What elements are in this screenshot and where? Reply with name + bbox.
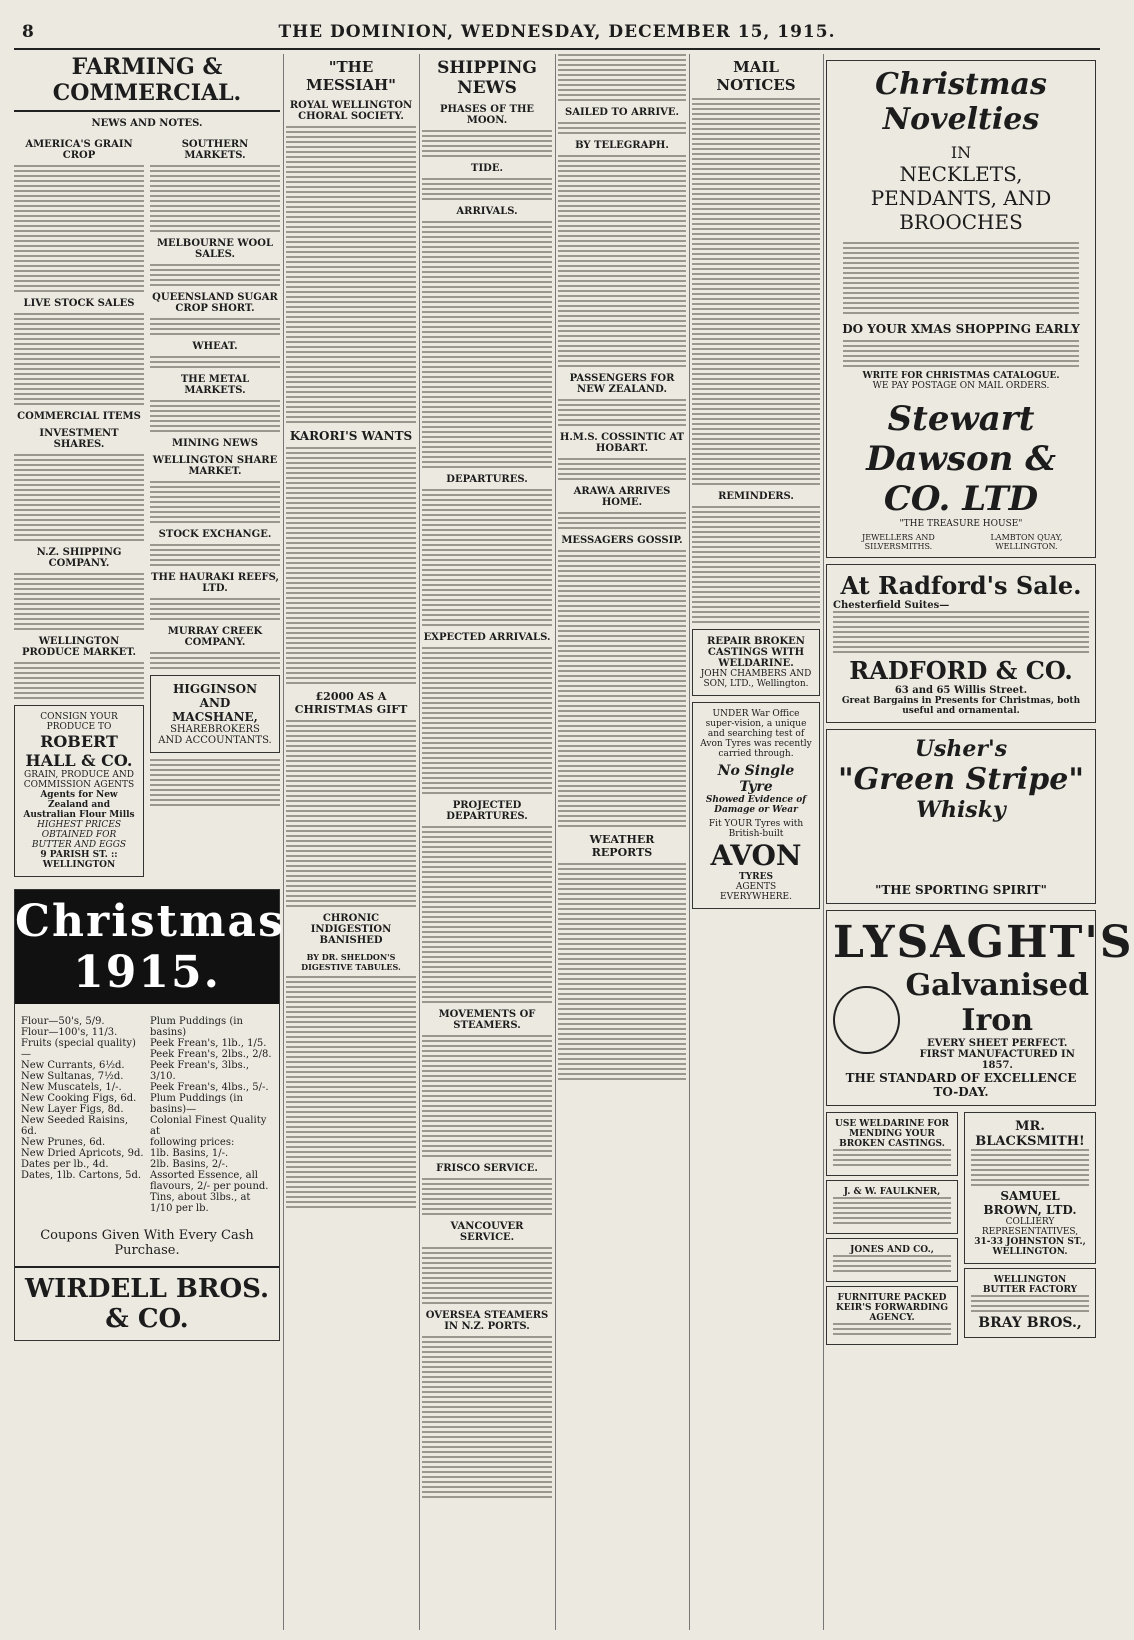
body-text	[558, 399, 686, 426]
body-text	[150, 481, 280, 523]
sailed-heading: SAILED TO ARRIVE.	[564, 107, 680, 118]
body-text	[558, 155, 686, 367]
body-text	[558, 458, 686, 480]
wheat-heading: WHEAT.	[192, 341, 238, 352]
body-text	[14, 313, 144, 405]
price-item: Tins, about 3lbs., at	[150, 1192, 251, 1203]
hmas-heading: H.M.S. COSSINTIC AT HOBART.	[559, 432, 685, 454]
price-item: Colonial Finest Quality at	[150, 1115, 267, 1137]
column-ads	[826, 54, 1134, 1630]
arawa-heading: ARAWA ARRIVES HOME.	[573, 486, 671, 508]
wool-heading: MELBOURNE WOOL SALES.	[156, 238, 274, 260]
price-item: Assorted Essence, all	[150, 1170, 258, 1181]
price-item: Fruits (special quality)—	[21, 1038, 136, 1060]
chronic-heading: CHRONIC INDIGESTION BANISHED	[310, 913, 392, 946]
price-item: Flour—50's, 5/9.	[21, 1016, 105, 1027]
body-text	[558, 54, 686, 101]
wirdell-footer: WIRDELL BROS. & CO.	[15, 1266, 279, 1340]
price-item: Plum Puddings (in basins)	[150, 1016, 243, 1038]
projected-heading: PROJECTED DEPARTURES.	[446, 800, 528, 822]
masthead-title: THE DOMINION, WEDNESDAY, DECEMBER 15, 1915.	[278, 22, 836, 42]
christmas-novelties-ad: Christmas Novelties IN NECKLETS, PENDANTS, AND BROOCHES DO YOUR XMAS SHOPPING EARLY WRITE FOR CHRISTMAS CATALOGUE. WE PAY POSTAGE ON MAIL ORDERS. Stewart Dawson & CO. LTD "THE TREASURE HOUSE" JEWELLERS AND SILVERSMITHS. LAMBTON QUAY, WELLINGTON.	[826, 60, 1096, 558]
blacksmith-ad: MR. BLACKSMITH! SAMUEL BROWN, LTD. COLLIERY REPRESENTATIVES, 31-33 JOHNSTON ST., WELLINGTON.	[964, 1112, 1096, 1264]
metal-heading: THE METAL MARKETS.	[180, 374, 250, 396]
vancouver-heading: VANCOUVER SERVICE.	[450, 1221, 524, 1243]
body-text	[150, 652, 280, 669]
body-text	[286, 720, 416, 907]
column-divider	[689, 54, 690, 1630]
farming-heading: FARMING & COMMERCIAL.	[14, 54, 280, 112]
price-item: Peek Frean's, 3lbs., 3/10.	[150, 1060, 250, 1082]
sugar-heading: QUEENSLAND SUGAR CROP SHORT.	[152, 292, 278, 314]
body-text	[150, 598, 280, 620]
price-item: following prices:	[150, 1137, 235, 1148]
body-text	[833, 611, 1089, 653]
departures-heading: DEPARTURES.	[446, 474, 528, 485]
price-item: Dates per lb., 4d.	[21, 1159, 109, 1170]
body-text	[150, 759, 280, 806]
price-item: 1lb. Basins, 1/-.	[150, 1148, 229, 1159]
karori-heading: KARORI'S WANTS	[289, 429, 413, 443]
repair-castings-ad: REPAIR BROKEN CASTINGS WITH WELDARINE. JOHN CHAMBERS AND SON, LTD., Wellington.	[692, 629, 820, 696]
furniture-ad: FURNITURE PACKED KEIR'S FORWARDING AGENCY.	[826, 1286, 958, 1345]
masthead-rule	[14, 48, 1100, 50]
messages-heading: MESSAGERS GOSSIP.	[561, 535, 683, 546]
frisco-heading: FRISCO SERVICE.	[436, 1163, 538, 1174]
body-text	[692, 98, 820, 485]
body-text	[692, 506, 820, 623]
body-text	[150, 165, 280, 232]
price-item: Plum Puddings (in basins)—	[150, 1093, 243, 1115]
hauraki-heading: THE HAURAKI REEFS, LTD.	[151, 572, 279, 594]
reminders-heading: REMINDERS.	[718, 491, 794, 502]
body-text	[558, 512, 686, 529]
weldarine-ad: USE WELDARINE FOR MENDING YOUR BROKEN CASTINGS.	[826, 1112, 958, 1176]
wirdell-christmas-ad	[14, 889, 285, 1341]
column-farming	[14, 54, 285, 1630]
body-text	[422, 1178, 552, 1215]
body-text	[286, 976, 416, 1208]
body-text	[150, 544, 280, 566]
column-shipping	[422, 54, 552, 1630]
body-text	[150, 356, 280, 368]
body-text	[14, 454, 144, 541]
whisky-bottle-icon	[833, 823, 1089, 883]
column-divider	[555, 54, 556, 1630]
expected-heading: EXPECTED ARRIVALS.	[423, 632, 551, 643]
price-item: Peek Frean's, 4lbs., 5/-.	[150, 1082, 269, 1093]
movements-heading: MOVEMENTS OF STEAMERS.	[438, 1009, 536, 1031]
price-item: New Currants, 6½d.	[21, 1060, 125, 1071]
body-text	[150, 264, 280, 286]
column-divider	[823, 54, 824, 1630]
coupons-line: Coupons Given With Every Cash Purchase.	[40, 1228, 254, 1258]
avon-tyres-ad: UNDER War Office super-vision, a unique and searching test of Avon Tyres was recently carried through. No Single Tyre Showed Evidence of Damage or Wear Fit YOUR Tyres with British-built AVON TYRES AGENTS EVERYWHERE.	[692, 702, 820, 909]
arrivals-heading: ARRIVALS.	[456, 206, 518, 217]
body-text	[14, 165, 144, 292]
column-messiah	[286, 54, 416, 1630]
jones-ad: JONES AND CO.,	[826, 1238, 958, 1282]
price-item: 2lb. Basins, 2/-.	[150, 1159, 229, 1170]
trade-mark-crown-icon	[833, 986, 900, 1054]
page-number: 8	[22, 22, 34, 42]
radford-sale-ad: At Radford's Sale. Chesterfield Suites— RADFORD & CO. 63 and 65 Willis Street. Great Bargains in Presents for Christmas, both useful and ornamental.	[826, 564, 1096, 723]
body-text	[558, 863, 686, 1080]
price-item: flavours, 2/- per pound.	[150, 1181, 269, 1192]
price-item: New Layer Figs, 8d.	[21, 1104, 124, 1115]
price-list	[15, 1010, 279, 1220]
price-item: 1/10 per lb.	[150, 1203, 209, 1214]
body-text	[286, 126, 416, 423]
murray-heading: MURRAY CREEK COMPANY.	[167, 626, 263, 648]
livestock-heading: LIVE STOCK SALES	[23, 298, 135, 309]
body-text	[14, 662, 144, 699]
america-heading: AMERICA'S GRAIN CROP	[25, 139, 133, 161]
body-text	[843, 340, 1079, 367]
price-item: Dates, 1lb. Cartons, 5d.	[21, 1170, 142, 1181]
price-item: New Cooking Figs, 6d.	[21, 1093, 137, 1104]
body-text	[422, 1336, 552, 1498]
tide-heading: TIDE.	[471, 163, 503, 174]
faulkner-ad: J. & W. FAULKNER,	[826, 1180, 958, 1234]
news-notes-heading: NEWS AND NOTES.	[91, 118, 203, 129]
investment-heading: INVESTMENT SHARES.	[39, 428, 119, 450]
body-text	[286, 447, 416, 684]
gift-heading: £2000 AS A CHRISTMAS GIFT	[294, 690, 408, 716]
stock-heading: STOCK EXCHANGE.	[158, 529, 272, 540]
passengers-heading: PASSENGERS FOR NEW ZEALAND.	[569, 373, 675, 395]
price-item: New Dried Apricots, 9d.	[21, 1148, 144, 1159]
body-text	[558, 550, 686, 827]
lysaght-ad: LYSAGHT'S Galvanised Iron EVERY SHEET PERFECT. FIRST MANUFACTURED IN 1857. THE STANDARD OF EXCELLENCE TO-DAY.	[826, 910, 1096, 1106]
chronic-sub: BY DR. SHELDON'S DIGESTIVE TABULES.	[301, 952, 401, 972]
telegraph-heading: BY TELEGRAPH.	[575, 140, 669, 151]
column-shipping-continued	[558, 54, 686, 1630]
robert-hall-ad: CONSIGN YOUR PRODUCE TO ROBERT HALL & CO. GRAIN, PRODUCE AND COMMISSION AGENTS Agents for New Zealand and Australian Flour Mills HIGHEST PRICES OBTAINED FOR BUTTER AND EGGS 9 PARISH ST. :: WELLINGTON	[14, 705, 144, 877]
price-item: Flour—100's, 11/3.	[21, 1027, 118, 1038]
butter-factory-ad: WELLINGTON BUTTER FACTORY BRAY BROS.,	[964, 1268, 1096, 1338]
body-text	[422, 826, 552, 1003]
body-text	[422, 647, 552, 794]
column-divider	[283, 54, 284, 1630]
masthead	[14, 22, 1100, 46]
body-text	[150, 400, 280, 432]
choral-heading: ROYAL WELLINGTON CHORAL SOCIETY.	[289, 100, 413, 122]
body-text	[558, 122, 686, 134]
body-text	[422, 1247, 552, 1304]
body-text	[422, 221, 552, 468]
mail-heading: MAIL NOTICES	[716, 58, 796, 94]
share-market-heading: WELLINGTON SHARE MARKET.	[152, 455, 278, 477]
overseas-heading: OVERSEA STEAMERS IN N.Z. PORTS.	[425, 1310, 549, 1332]
column-mail	[692, 54, 820, 1630]
body-text	[422, 489, 552, 626]
price-item: New Prunes, 6d.	[21, 1137, 106, 1148]
christmas-title: Christmas 1915.	[15, 890, 279, 1004]
price-item: Peek Frean's, 1lb., 1/5.	[150, 1038, 267, 1049]
price-item: New Seeded Raisins, 6d.	[21, 1115, 128, 1137]
moon-heading: PHASES OF THE MOON.	[439, 104, 535, 126]
body-text	[14, 573, 144, 630]
shipping-heading: SHIPPING NEWS	[437, 58, 537, 98]
price-item: New Muscatels, 1/-.	[21, 1082, 122, 1093]
body-text	[422, 178, 552, 200]
ushers-whisky-ad: Usher's "Green Stripe" Whisky "THE SPORTING SPIRIT"	[826, 729, 1096, 904]
southern-heading: SOUTHERN MARKETS.	[181, 139, 249, 161]
messiah-heading: "THE MESSIAH"	[305, 58, 396, 94]
column-divider	[419, 54, 420, 1630]
higginson-ad: HIGGINSON AND MACSHANE, SHAREBROKERS AND ACCOUNTANTS.	[150, 675, 280, 753]
mining-heading: MINING NEWS	[172, 438, 258, 449]
nz-shipping-heading: N.Z. SHIPPING COMPANY.	[36, 547, 122, 569]
body-text	[150, 318, 280, 335]
commercial-heading: COMMERCIAL ITEMS	[17, 411, 141, 422]
price-item: Peek Frean's, 2lbs., 2/8.	[150, 1049, 272, 1060]
produce-heading: WELLINGTON PRODUCE MARKET.	[21, 636, 137, 658]
weather-heading: WEATHER REPORTS	[589, 833, 655, 859]
body-text	[422, 1035, 552, 1157]
price-item: New Sultanas, 7½d.	[21, 1071, 124, 1082]
body-text	[843, 242, 1079, 314]
body-text	[422, 130, 552, 157]
stewart-dawson-logo: Stewart Dawson & CO. LTD	[866, 399, 1056, 519]
